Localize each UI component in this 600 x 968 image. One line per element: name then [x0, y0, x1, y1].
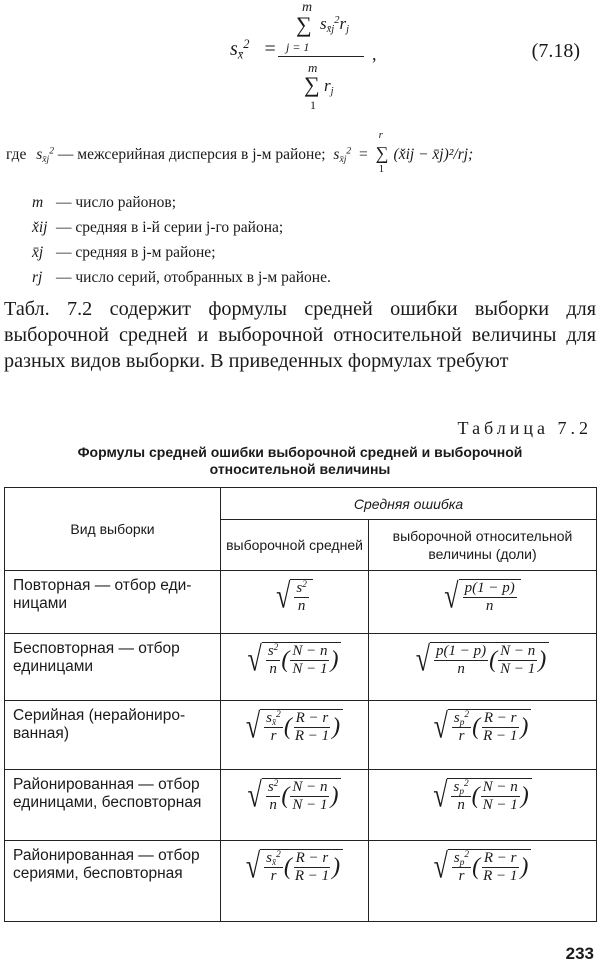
- lhs-sup: 2: [243, 37, 250, 52]
- numerator-s: s: [320, 14, 327, 33]
- row-kind: Бесповторная — отбор единицами: [5, 633, 221, 700]
- header-kind: Вид выборки: [5, 488, 221, 571]
- formula-rel-4: √ $s_p^2$ n ( N − n N − 1 ): [369, 769, 597, 840]
- den-sum-sign: ∑: [304, 72, 320, 97]
- fraction-line: [278, 56, 364, 57]
- row-kind: Районированная — отбор сериями, бесповторная: [5, 840, 221, 921]
- table-row: [5, 700, 597, 769]
- sum-sign: ∑: [296, 12, 312, 37]
- numerator-s-sup: 2: [334, 15, 340, 27]
- where-equals: =: [359, 146, 368, 163]
- row-kind: Повторная — отбор еди- ницами: [5, 571, 221, 634]
- where-text: — межсерийная дисперсия в j-м районе;: [57, 146, 326, 163]
- formula-rel-3: √ $s_p^2$ r ( R − r R − 1 ): [369, 700, 597, 769]
- formulas-table: [4, 487, 597, 922]
- page-number: 233: [565, 944, 594, 963]
- where-line: [6, 129, 596, 175]
- definition-text: — число серий, отобранных в j-м районе.: [56, 269, 331, 286]
- lhs-sub: x̄: [237, 47, 244, 62]
- where-sum-bottom: 1: [378, 163, 385, 175]
- formula-lhs: [230, 38, 276, 61]
- formula-mean-4: √ $s^2$ n ( N − n N − 1 ): [221, 769, 369, 840]
- row-kind: Серийная (нерайониро- ванная): [5, 700, 221, 769]
- definition-symbol: m: [32, 194, 44, 211]
- where-sum: r ∑ 1: [375, 129, 389, 175]
- table-row: [5, 769, 597, 840]
- where-expression: (x̌ij − x̄j)²/rj;: [393, 146, 474, 163]
- table-number: Таблица 7.2: [457, 418, 592, 438]
- definition-item: [32, 215, 331, 240]
- formula-7-18: [212, 0, 412, 120]
- where-prefix: где: [6, 146, 27, 163]
- formula-mean-3: √ $s_{x̄}^2$ r ( R − r R − 1 ): [221, 700, 369, 769]
- row-kind: Районированная — отбор единицами, бесповторная: [5, 769, 221, 840]
- definition-text: — средняя в i-й серии j-го района;: [56, 219, 284, 236]
- definition-symbol: rj: [32, 269, 43, 286]
- numerator-s-sub: x̄j: [326, 24, 335, 36]
- formula-rel-2: √ p(1 − p) n ( N − n N − 1 ): [369, 633, 597, 700]
- formula-rel-5: √ $s_p^2$ r ( R − r R − 1 ): [369, 840, 597, 921]
- den-r: r: [324, 76, 331, 95]
- numerator-body: [320, 14, 349, 34]
- definition-symbol: x̌ij: [32, 219, 48, 236]
- definition-text: — средняя в j-м районе;: [56, 244, 216, 261]
- table-row: [5, 840, 597, 921]
- definition-item: [32, 190, 331, 215]
- den-lower-limit: 1: [310, 98, 316, 112]
- where-s-symbol: $s_{x̄j}^2$: [36, 145, 55, 165]
- den-upper-limit: m: [308, 60, 318, 75]
- lhs-s: s: [230, 38, 238, 60]
- definitions-list: [32, 190, 331, 290]
- definition-symbol: x̄j: [32, 244, 44, 261]
- formula-mean-5: √ $s_{x̄}^2$ r ( R − r R − 1 ): [221, 840, 369, 921]
- equation-number: (7.18): [531, 40, 580, 62]
- where-sum-top: r: [378, 129, 383, 141]
- numerator-r-sub: j: [346, 24, 350, 36]
- header-group: Средняя ошибка: [221, 488, 597, 520]
- numerator-r: r: [339, 14, 347, 33]
- definition-item: [32, 240, 331, 265]
- formula-rel-1: √ p(1 − p) n: [369, 571, 597, 634]
- table-row: [5, 571, 597, 634]
- formula-comma: ,: [372, 44, 377, 64]
- sum-upper-limit: m: [302, 0, 313, 15]
- lhs-equals: =: [264, 38, 276, 60]
- definition-text: — число районов;: [56, 194, 177, 211]
- den-body: [324, 76, 334, 96]
- header-mean: выборочной средней: [221, 520, 369, 571]
- sum-lower-limit: j = 1: [286, 40, 310, 54]
- den-r-sub: j: [330, 86, 334, 98]
- definition-item: [32, 265, 331, 290]
- where-s-symbol-2: $s_{x̄j}^2$: [333, 145, 352, 165]
- header-relative: выборочной относительной величины (доли): [369, 520, 597, 571]
- table-title: Формулы средней ошибки выборочной средней и выборочной относительной величины: [77, 444, 523, 477]
- body-paragraph: Табл. 7.2 содержит формулы средней ошибки выборки для выборочной средней и выборочной относительной величины для разных видов выборки. В приведенных формулах требуют: [4, 298, 596, 372]
- table-row: [5, 633, 597, 700]
- formula-mean-1: √ $s^2$ n: [221, 571, 369, 634]
- formula-mean-2: √ $s^2$ n ( N − n N − 1 ): [221, 633, 369, 700]
